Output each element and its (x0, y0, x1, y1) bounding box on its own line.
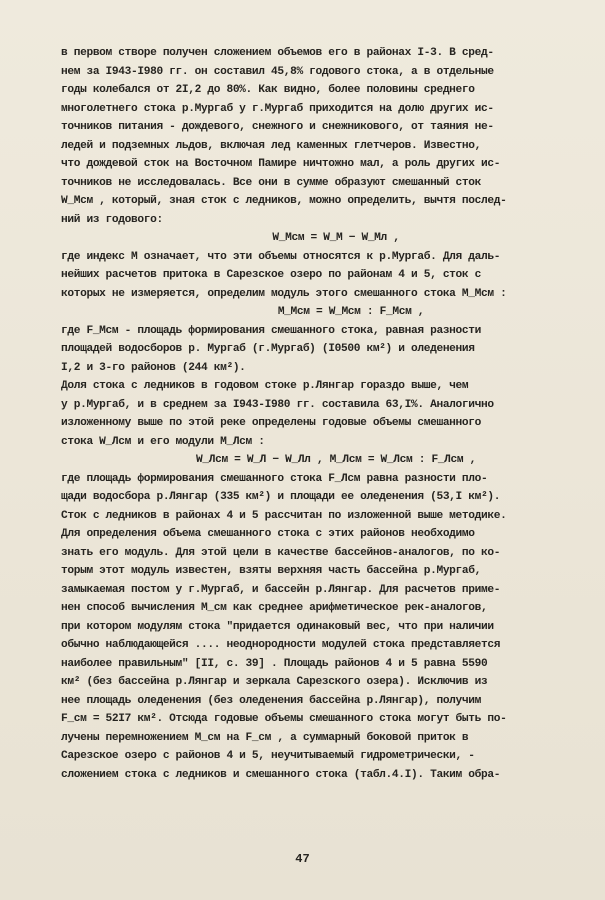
text-line: Для определения объема смешанного стока с этих районов необходимо (61, 528, 475, 540)
text-line: знать его модуль. Для этой цели в качестве бассейнов-аналогов, по ко- (61, 546, 501, 559)
text-line: стока W_Лсм и его модули M_Лсм : (61, 435, 265, 448)
text-line: торым этот модуль известен, взяты верхняя часть бассейна р.Мургаб, (61, 565, 481, 577)
text-line: сложением стока с ледников и смешанного стока (табл.4.I). Таким обра- (61, 768, 501, 781)
text-line: нее площадь оледенения (без оледенения бассейна р.Лянгар), получим (61, 694, 481, 707)
text-line: точников питания - дождевого, снежного и снежникового, от таяния не- (61, 121, 494, 133)
formula-line: M_Mсм = W_Mсм : F_Mсм , (277, 306, 425, 318)
text-line: где F_Mсм - площадь формирования смешанного стока, равная разности (61, 324, 481, 337)
text-line: ледей и подземных льдов, включая лед каменных глетчеров. Известно, (61, 139, 481, 152)
text-line: F_см = 52I7 км². Отсюда годовые объемы смешанного стока могут быть по- (61, 713, 507, 725)
text-line: многолетнего стока р.Мургаб у г.Мургаб приходится на долю других ис- (61, 102, 494, 115)
text-line: где индекс M означает, что эти объемы относятся к р.Мургаб. Для даль- (61, 250, 501, 263)
text-line: годы колебался от 2I,2 до 80%. Как видно, более половины среднего (61, 84, 475, 96)
text-line: лучены перемножением M_см на F_см , а суммарный боковой приток в (61, 731, 469, 744)
text-line: что дождевой сток на Восточном Памире ничтожно мал, а роль других ис- (61, 158, 501, 170)
text-line: обычно наблюдающейся .... неоднородности модулей стока представляется (61, 639, 501, 651)
text-line: ний из годового: (61, 213, 163, 226)
text-line: нейших расчетов притока в Сарезское озеро по районам 4 и 5, сток с (61, 269, 481, 281)
text-line: W_Mсм , который, зная сток с ледников, можно определить, вычтя послед- (61, 195, 507, 207)
text-line: которых не измеряется, определим модуль этого смешанного стока M_Mсм : (61, 287, 507, 300)
text-line: замыкаемая постом у г.Мургаб, и бассейн р.Лянгар. Для расчетов приме- (61, 583, 501, 596)
text-line: наиболее правильным" [II, с. 39] . Площадь районов 4 и 5 равна 5590 (61, 657, 488, 670)
text-line: нем за I943-I980 гг. он составил 45,8% годового стока, а в отдельные (61, 65, 494, 78)
text-line: Сток с ледников в районах 4 и 5 рассчитан по изложенной выше методике. (61, 509, 507, 522)
formula-line: W_Mсм = W_M − W_Mл , (272, 232, 400, 244)
text-line: у р.Мургаб, и в среднем за I943-I980 гг. составила 63,I%. Аналогично (61, 398, 494, 411)
text-line: щади водосбора р.Лянгар (335 км²) и площади ее оледенения (53,I км²). (61, 491, 501, 503)
formula-line: W_Лсм = W_Л − W_Лл , M_Лсм = W_Лсм : F_Лсм , (196, 454, 476, 466)
text-line: при котором модулям стока "придается одинаковый вес, что при наличии (61, 620, 494, 633)
page-number: 47 (295, 852, 310, 866)
text-line: где площадь формирования смешанного стока F_Лсм равна разности пло- (61, 472, 488, 485)
text-line: в первом створе получен сложением объемов его в районах I-3. В сред- (61, 47, 494, 59)
text-line: площадей водосборов р. Мургаб (г.Мургаб) (I0500 км²) и оледенения (61, 343, 475, 355)
text-line: Доля стока с ледников в годовом стоке р.Лянгар гораздо выше, чем (61, 380, 469, 392)
text-line: Сарезское озеро с районов 4 и 5, неучитываемый гидрометрически, - (61, 750, 475, 762)
text-line: нен способ вычисления M_см как среднее арифметическое рек-аналогов, (61, 602, 488, 614)
text-line: I,2 и 3-го районов (244 км²). (61, 361, 246, 374)
text-line: изложенному выше по этой реке определены годовые объемы смешанного (61, 417, 481, 429)
text-line: точников не исследовалась. Все они в сумме образуют смешанный сток (61, 176, 481, 189)
text-line: км² (без бассейна р.Лянгар и зеркала Сарезского озера). Исключив из (61, 676, 488, 688)
body-text (61, 44, 581, 784)
